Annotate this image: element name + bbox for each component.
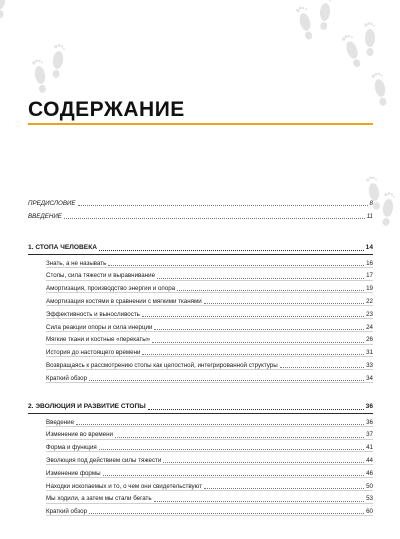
dot-leader	[280, 366, 364, 368]
toc-entry[interactable]	[46, 345, 373, 358]
toc-entry-title: Находки ископаемых и то, о чем они свидетельствуют	[46, 482, 202, 490]
toc-entry[interactable]	[46, 491, 373, 504]
dot-leader	[154, 500, 365, 502]
toc-entry-page: 11	[366, 212, 373, 220]
toc-entry-title: Изменение во времени	[46, 431, 113, 439]
toc-entry-title: Введение	[46, 418, 75, 426]
dot-leader	[154, 328, 364, 330]
chapter-title: 1. СТОПА ЧЕЛОВЕКА	[28, 244, 97, 252]
toc-entry-title: Стопы, сила тяжести и выравнивание	[46, 272, 156, 280]
toc-entry-page: 16	[366, 259, 373, 267]
toc-entry[interactable]	[46, 370, 373, 383]
chapter-title: 2. ЭВОЛЮЦИЯ И РАЗВИТИЕ СТОПЫ	[28, 403, 146, 411]
toc-entry[interactable]	[46, 268, 373, 281]
toc-entry-title: Эффективность и выносливость	[46, 310, 140, 318]
toc-entry-page: 41	[366, 444, 373, 452]
toc-entry-page: 53	[366, 495, 373, 503]
toc-entry-title: Краткий обзор	[46, 508, 88, 516]
dot-leader	[177, 289, 364, 291]
chapter-page: 14	[365, 244, 373, 252]
footprints-icon	[0, 0, 400, 110]
table-of-contents	[28, 194, 373, 516]
toc-entry-page: 37	[366, 431, 373, 439]
toc-entry-page: 22	[366, 297, 373, 305]
toc-chapter-2[interactable]	[28, 397, 373, 414]
toc-entry-title: Краткий обзор	[46, 374, 88, 382]
toc-entry-page: 26	[366, 336, 373, 344]
toc-entry-title: Сила реакции опоры и сила инерции	[46, 323, 153, 331]
toc-entry-page: 44	[366, 456, 373, 464]
toc-entry-title: Амортизация костями в сравнении с мягкими тканями	[46, 297, 202, 305]
toc-chapter-1[interactable]	[28, 238, 373, 255]
toc-entry-page: 23	[366, 310, 373, 318]
dot-leader	[142, 315, 364, 317]
toc-entry-page: 33	[366, 361, 373, 369]
page-title: СОДЕРЖАНИЕ	[28, 98, 185, 121]
dot-leader	[142, 353, 364, 355]
toc-entry-page: 31	[366, 349, 373, 357]
title-underline	[28, 123, 373, 125]
dot-leader	[89, 512, 364, 514]
dot-leader	[78, 204, 368, 206]
toc-entry[interactable]	[46, 319, 373, 332]
toc-entry-page: 36	[366, 418, 373, 426]
toc-entry[interactable]	[46, 440, 373, 453]
toc-entry[interactable]	[46, 504, 373, 517]
toc-entry-title: ПРЕДИСЛОВИЕ	[28, 199, 76, 207]
dot-leader	[115, 436, 364, 438]
toc-entry-title: Знать, а не называть	[46, 259, 107, 267]
dot-leader	[204, 302, 364, 304]
chapter-page: 36	[365, 403, 373, 411]
dot-leader	[99, 249, 364, 251]
toc-entry-title: ВВЕДЕНИЕ	[28, 212, 62, 220]
toc-entry[interactable]	[46, 357, 373, 370]
dot-leader	[163, 461, 364, 463]
dot-leader	[99, 448, 364, 450]
toc-entry[interactable]	[46, 465, 373, 478]
toc-introduction[interactable]	[28, 207, 373, 220]
toc-entry-title: Амортизация, производство энергии и опора	[46, 285, 176, 293]
dot-leader	[108, 264, 364, 266]
toc-entry-title: Эволюция под действием силы тяжести	[46, 456, 162, 464]
toc-entry-title: Мы ходили, а затем мы стали бегать	[46, 495, 152, 503]
toc-entry[interactable]	[46, 281, 373, 294]
toc-entry-title: Возвращаясь к рассмотрению стопы как целостной, интегрированной структуры	[46, 361, 278, 369]
toc-entry[interactable]	[46, 452, 373, 465]
toc-entry-page: 24	[366, 323, 373, 331]
dot-leader	[148, 408, 364, 410]
toc-entry[interactable]	[46, 478, 373, 491]
toc-entry-page: 34	[366, 374, 373, 382]
dot-leader	[152, 341, 364, 343]
toc-entry[interactable]	[46, 427, 373, 440]
dot-leader	[89, 379, 364, 381]
dot-leader	[103, 474, 365, 476]
toc-entry-title: Форма и функция	[46, 444, 97, 452]
dot-leader	[204, 487, 364, 489]
toc-entry-page: 46	[366, 469, 373, 477]
toc-entry-page: 60	[366, 508, 373, 516]
toc-entry[interactable]	[46, 332, 373, 345]
toc-preface[interactable]	[28, 194, 373, 207]
toc-entry-page: 50	[366, 482, 373, 490]
toc-entry-page: 17	[366, 272, 373, 280]
toc-entry-page: 19	[366, 285, 373, 293]
toc-entry-page: 8	[369, 199, 373, 207]
toc-entry[interactable]	[46, 414, 373, 427]
toc-entry-title: Изменение формы	[46, 469, 101, 477]
dot-leader	[76, 423, 364, 425]
toc-entry[interactable]	[46, 293, 373, 306]
dot-leader	[157, 277, 364, 279]
toc-entry[interactable]	[46, 306, 373, 319]
toc-entry-title: История до настоящего времени	[46, 349, 141, 357]
toc-entry-title: Мягкие ткани и костные «перекаты»	[46, 336, 151, 344]
toc-entry[interactable]	[46, 255, 373, 268]
dot-leader	[64, 217, 365, 219]
